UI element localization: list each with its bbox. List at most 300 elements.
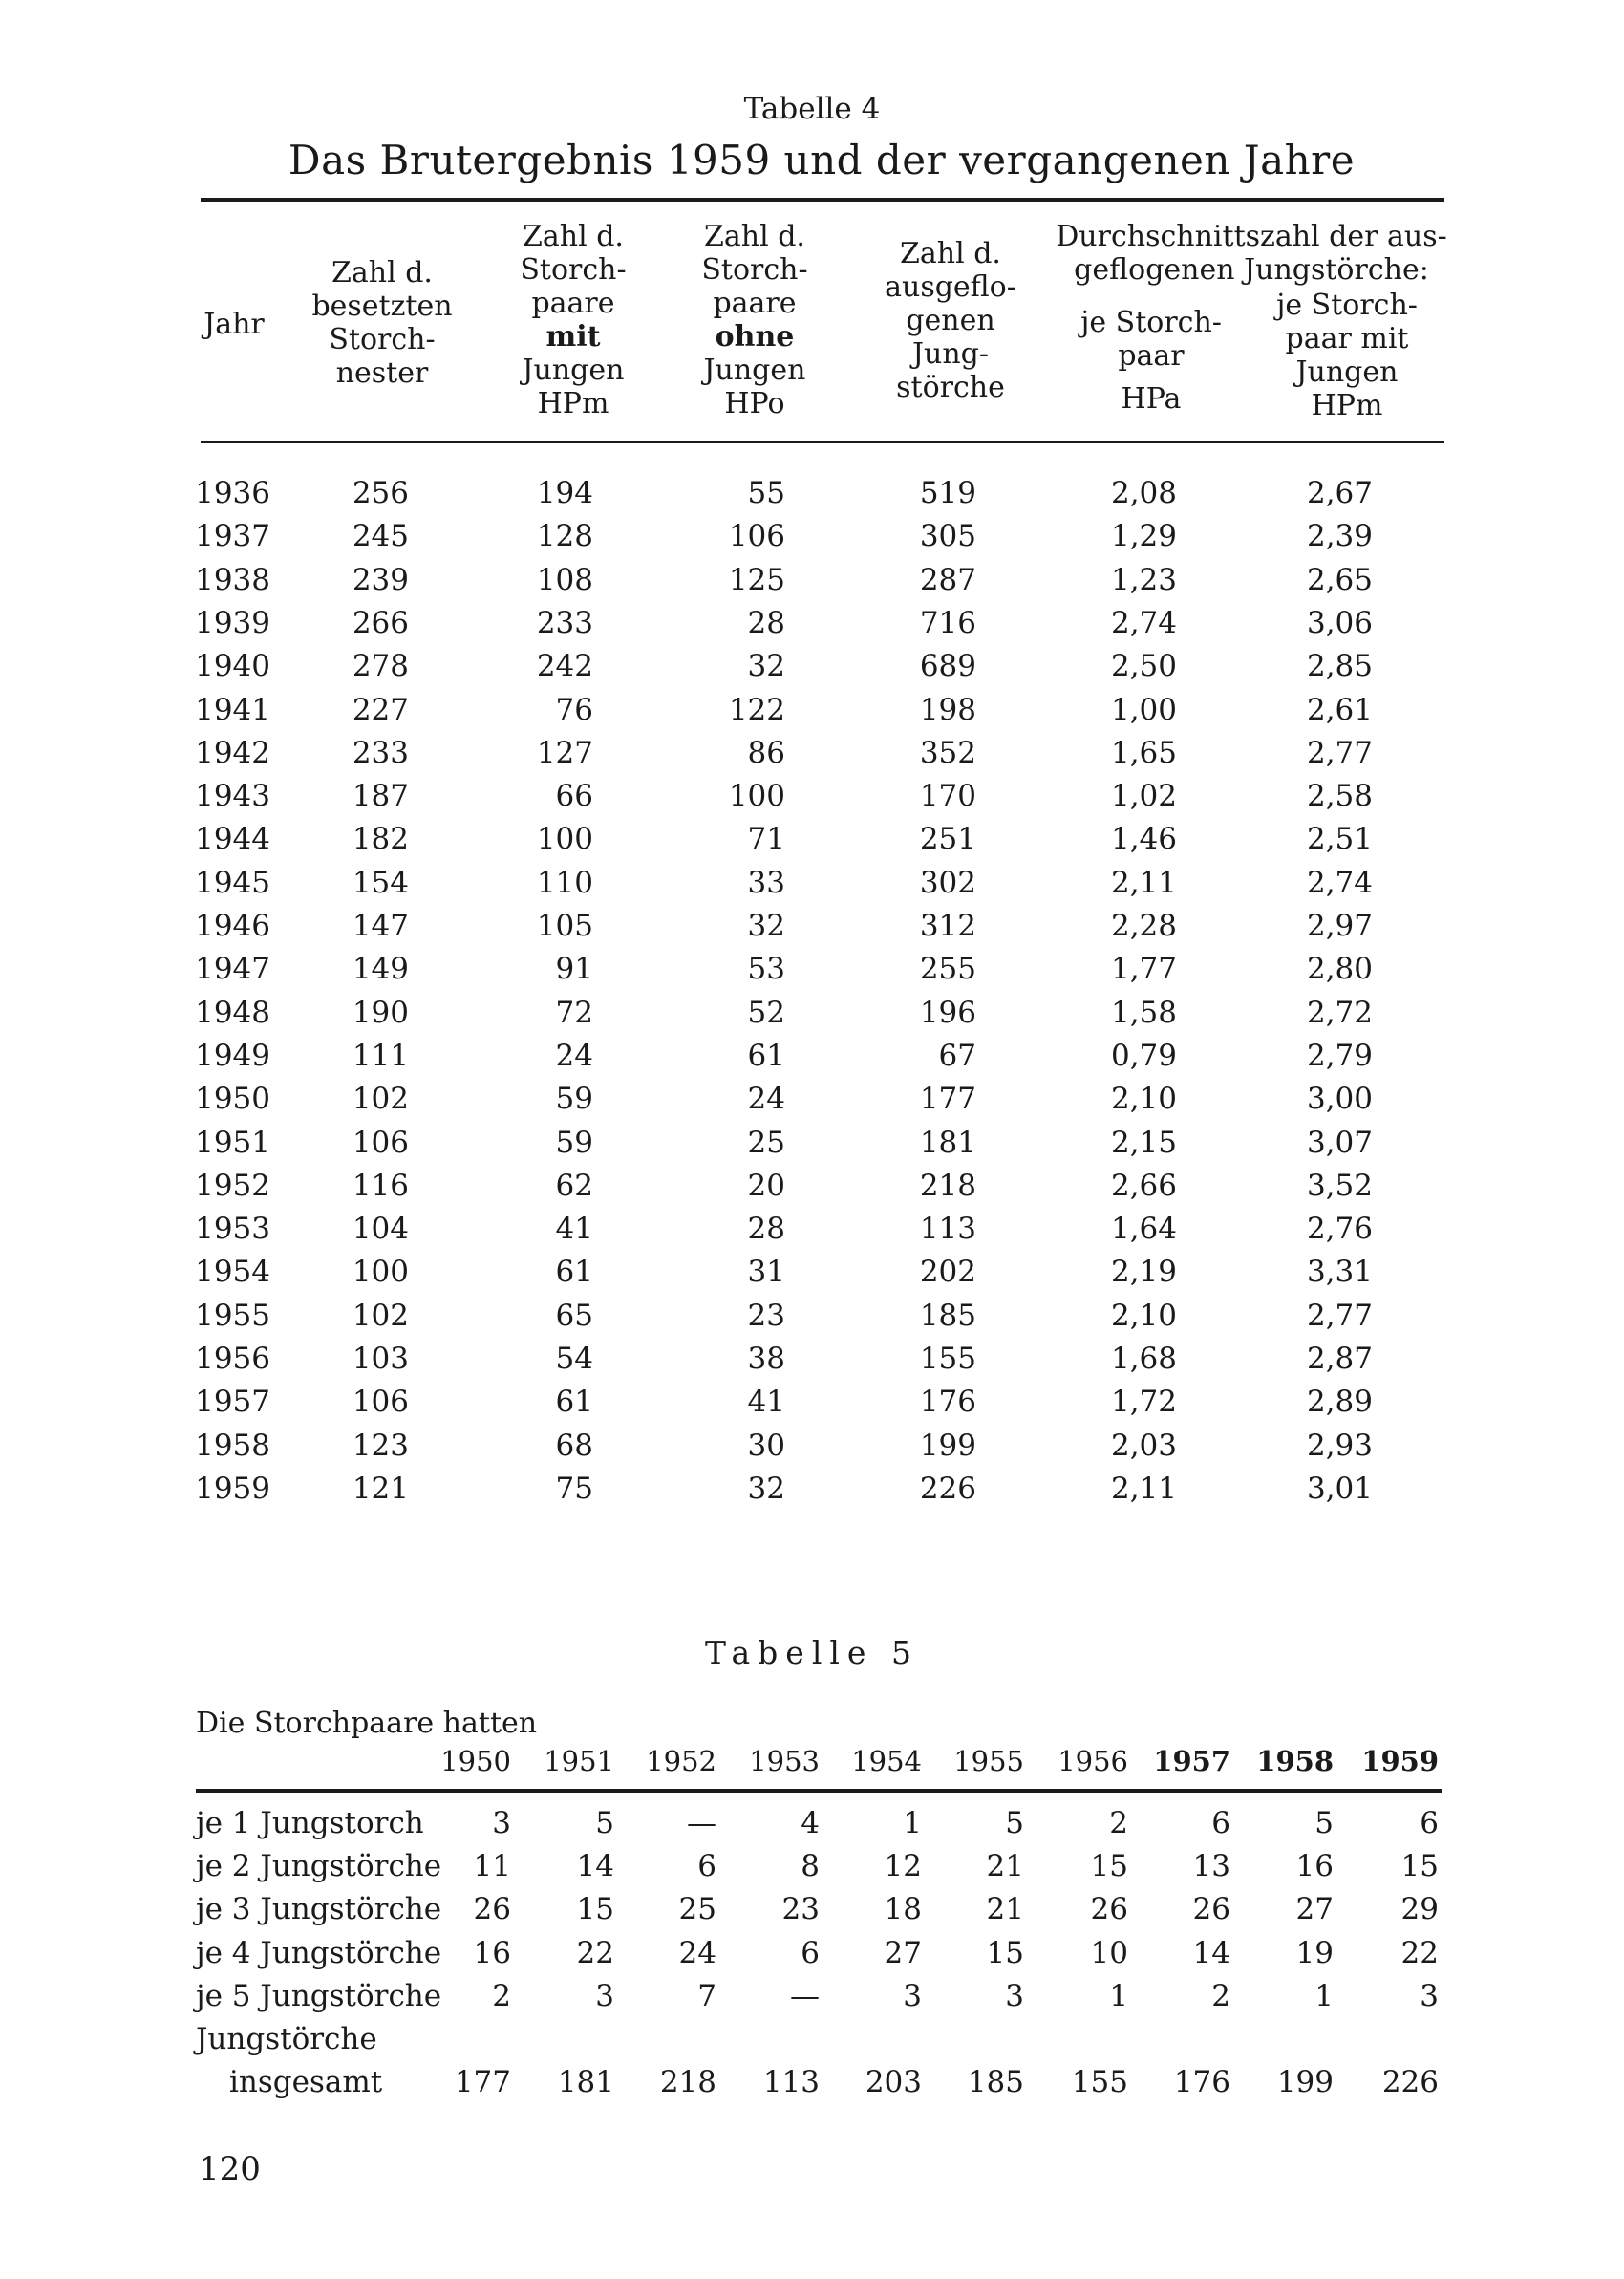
cell-hpa: 0,79 <box>1110 1038 1177 1073</box>
header-fledged-line: genen <box>906 304 995 337</box>
cell-fledged: 155 <box>919 1342 976 1376</box>
table5-caption: Tabelle 5 <box>705 1634 919 1671</box>
cell-nests: 102 <box>352 1082 409 1117</box>
cell-hpa: 2,66 <box>1110 1168 1177 1203</box>
total-cell: 113 <box>762 2065 820 2100</box>
value-cell: 6 <box>1211 1806 1230 1840</box>
header-hpo-line: HPo <box>724 387 785 420</box>
cell-hpo: 32 <box>747 909 785 943</box>
value-cell: 5 <box>1005 1806 1024 1840</box>
header-hpm-line: paare <box>531 287 615 320</box>
header-nests-line: besetzten <box>311 290 453 323</box>
cell-hpa: 1,65 <box>1110 735 1177 770</box>
header-fledged-line: Zahl d. <box>900 237 1001 270</box>
header-jahr <box>191 308 277 341</box>
value-cell: 15 <box>576 1892 614 1927</box>
cell-fledged: 181 <box>919 1125 976 1160</box>
cell-fledged: 196 <box>919 995 976 1030</box>
cell-hpo: 61 <box>747 1038 785 1073</box>
table-row <box>0 1122 1624 1165</box>
cell-nests: 104 <box>352 1212 409 1247</box>
cell-hpm-average: 2,79 <box>1306 1038 1373 1073</box>
table-row <box>0 1208 1624 1251</box>
cell-year: 1956 <box>195 1342 270 1376</box>
table-row <box>0 515 1624 558</box>
cell-hpa: 2,74 <box>1110 605 1177 640</box>
cell-hpo: 86 <box>747 735 785 770</box>
value-cell: 21 <box>986 1849 1024 1884</box>
value-cell: 3 <box>1005 1978 1024 2013</box>
cell-hpm: 24 <box>555 1038 593 1073</box>
cell-hpa: 2,15 <box>1110 1125 1177 1160</box>
cell-hpm-average: 2,51 <box>1306 822 1373 857</box>
cell-hpa: 1,72 <box>1110 1385 1177 1420</box>
cell-nests: 106 <box>352 1385 409 1420</box>
cell-nests: 154 <box>352 865 409 900</box>
cell-hpa: 1,02 <box>1110 779 1177 814</box>
year-header-cell: 1951 <box>544 1745 614 1777</box>
cell-fledged: 199 <box>919 1428 976 1463</box>
value-cell: 15 <box>986 1935 1024 1970</box>
cell-hpa: 1,46 <box>1110 822 1177 857</box>
row-label: je 2 Jungstörche <box>196 1849 442 1884</box>
header-hpm-average-line: je Storch- <box>1276 289 1418 322</box>
year-header-cell: 1956 <box>1058 1745 1128 1777</box>
value-cell: 7 <box>697 1978 716 2013</box>
value-cell: 14 <box>576 1849 614 1884</box>
header-hpm-average <box>1247 289 1447 422</box>
cell-year: 1936 <box>195 476 270 510</box>
cell-hpm-average: 2,77 <box>1306 1298 1373 1333</box>
cell-fledged: 176 <box>919 1385 976 1420</box>
cell-fledged: 113 <box>919 1212 976 1247</box>
cell-hpm-average: 2,67 <box>1306 476 1373 510</box>
value-cell: 1 <box>903 1806 922 1840</box>
cell-nests: 100 <box>352 1255 409 1290</box>
cell-fledged: 177 <box>919 1082 976 1117</box>
cell-hpm-average: 2,39 <box>1306 519 1373 554</box>
header-hpm-average-line: paar mit <box>1285 322 1409 355</box>
cell-hpo: 53 <box>747 952 785 987</box>
cell-nests: 190 <box>352 995 409 1030</box>
cell-year: 1947 <box>195 952 270 987</box>
cell-hpo: 30 <box>747 1428 785 1463</box>
value-cell: 22 <box>1400 1935 1439 1970</box>
year-header-cell: 1950 <box>440 1745 511 1777</box>
table-row <box>0 1802 1624 1845</box>
total-cell: 199 <box>1276 2065 1334 2100</box>
cell-fledged: 170 <box>919 779 976 814</box>
cell-hpa: 2,08 <box>1110 476 1177 510</box>
cell-hpm-average: 3,07 <box>1306 1125 1373 1160</box>
value-cell: 4 <box>801 1806 820 1840</box>
cell-hpo: 31 <box>747 1255 785 1290</box>
header-hpo-line: Jungen <box>703 354 806 387</box>
total-cell: 176 <box>1173 2065 1230 2100</box>
cell-fledged: 305 <box>919 519 976 554</box>
cell-hpo: 20 <box>747 1168 785 1203</box>
cell-nests: 106 <box>352 1125 409 1160</box>
header-hpo-line: paare <box>713 287 797 320</box>
value-cell: 8 <box>801 1849 820 1884</box>
cell-hpm-average: 2,72 <box>1306 995 1373 1030</box>
cell-hpm: 68 <box>555 1428 593 1463</box>
header-hpo-line: ohne <box>715 320 795 354</box>
cell-hpa: 2,50 <box>1110 649 1177 684</box>
value-cell: 23 <box>781 1892 820 1927</box>
header-hpm-line: Zahl d. <box>523 220 624 253</box>
cell-hpm-average: 2,93 <box>1306 1428 1373 1463</box>
header-fledged-line: ausgeflo- <box>885 270 1016 304</box>
cell-hpm: 41 <box>555 1212 593 1247</box>
header-hpm-line: Jungen <box>522 354 625 387</box>
header-hpm-line: Storch- <box>520 253 627 287</box>
cell-hpm-average: 3,31 <box>1306 1255 1373 1290</box>
cell-nests: 121 <box>352 1471 409 1506</box>
header-hpm-line: mit <box>545 320 601 354</box>
cell-hpm: 108 <box>536 562 593 597</box>
header-hpo-line: Zahl d. <box>704 220 805 253</box>
year-header-cell: 1959 <box>1361 1745 1439 1777</box>
table-row <box>0 905 1624 948</box>
header-average-line: geflogenen Jungstörche: <box>1074 253 1429 287</box>
cell-hpm: 72 <box>555 995 593 1030</box>
cell-year: 1946 <box>195 909 270 943</box>
value-cell: 29 <box>1400 1892 1439 1927</box>
header-hpm-average-line: HPm <box>1311 389 1383 422</box>
cell-year: 1940 <box>195 649 270 684</box>
year-header-cell: 1955 <box>953 1745 1024 1777</box>
header-average-line: Durchschnittszahl der aus- <box>1056 220 1447 253</box>
cell-year: 1957 <box>195 1385 270 1420</box>
value-cell: 26 <box>473 1892 511 1927</box>
table4-caption: Tabelle 4 <box>743 92 881 126</box>
value-cell: 22 <box>576 1935 614 1970</box>
cell-nests: 278 <box>352 649 409 684</box>
cell-hpm: 66 <box>555 779 593 814</box>
cell-hpo: 28 <box>747 605 785 640</box>
cell-hpa: 1,77 <box>1110 952 1177 987</box>
total-label-sub: insgesamt <box>229 2065 383 2100</box>
header-average-group <box>1056 220 1447 287</box>
table-row <box>0 1975 1624 2018</box>
value-cell: 16 <box>473 1935 511 1970</box>
cell-hpm: 59 <box>555 1125 593 1160</box>
value-cell: 5 <box>1314 1806 1334 1840</box>
cell-hpo: 41 <box>747 1385 785 1420</box>
cell-hpm-average: 3,06 <box>1306 605 1373 640</box>
cell-hpm: 128 <box>536 519 593 554</box>
value-cell: 15 <box>1400 1849 1439 1884</box>
cell-hpm-average: 3,52 <box>1306 1168 1373 1203</box>
cell-hpa: 2,19 <box>1110 1255 1177 1290</box>
cell-fledged: 519 <box>919 476 976 510</box>
cell-fledged: 302 <box>919 865 976 900</box>
table-row <box>0 602 1624 645</box>
cell-nests: 266 <box>352 605 409 640</box>
value-cell: 6 <box>697 1849 716 1884</box>
cell-nests: 182 <box>352 822 409 857</box>
table-row <box>0 948 1624 991</box>
value-cell: 2 <box>1109 1806 1128 1840</box>
value-cell: 2 <box>1211 1978 1230 2013</box>
table-row <box>0 559 1624 602</box>
table-row <box>0 645 1624 688</box>
header-fledged <box>865 237 1036 404</box>
header-hpa-line: HPa <box>1121 382 1182 416</box>
cell-hpa: 2,11 <box>1110 865 1177 900</box>
table-row <box>0 1932 1624 1975</box>
cell-hpm: 105 <box>536 909 593 943</box>
cell-fledged: 255 <box>919 952 976 987</box>
value-cell: 26 <box>1192 1892 1230 1927</box>
cell-hpa: 1,23 <box>1110 562 1177 597</box>
cell-hpm: 194 <box>536 476 593 510</box>
value-cell: — <box>790 1978 820 2013</box>
row-label: je 4 Jungstörche <box>196 1935 442 1970</box>
cell-hpo: 52 <box>747 995 785 1030</box>
header-hpo <box>673 220 836 420</box>
cell-fledged: 67 <box>938 1038 976 1073</box>
cell-year: 1938 <box>195 562 270 597</box>
cell-hpo: 38 <box>747 1342 785 1376</box>
cell-hpm-average: 3,00 <box>1306 1082 1373 1117</box>
cell-hpm: 59 <box>555 1082 593 1117</box>
cell-hpm-average: 2,87 <box>1306 1342 1373 1376</box>
table-row <box>0 1381 1624 1424</box>
cell-fledged: 198 <box>919 692 976 727</box>
cell-hpo: 55 <box>747 476 785 510</box>
total-cell: 203 <box>865 2065 922 2100</box>
cell-hpo: 100 <box>728 779 785 814</box>
year-header-cell: 1958 <box>1256 1745 1334 1777</box>
value-cell: 24 <box>678 1935 716 1970</box>
cell-fledged: 689 <box>919 649 976 684</box>
cell-year: 1948 <box>195 995 270 1030</box>
value-cell: 11 <box>473 1849 511 1884</box>
table-row <box>0 1338 1624 1381</box>
cell-hpm-average: 2,89 <box>1306 1385 1373 1420</box>
cell-year: 1954 <box>195 1255 270 1290</box>
year-header-cell: 1957 <box>1153 1745 1230 1777</box>
cell-hpa: 2,28 <box>1110 909 1177 943</box>
cell-nests: 239 <box>352 562 409 597</box>
header-hpa-line: je Storch- <box>1080 306 1222 339</box>
cell-hpm-average: 2,77 <box>1306 735 1373 770</box>
header-hpm-line: HPm <box>537 387 609 420</box>
cell-year: 1958 <box>195 1428 270 1463</box>
header-hpa <box>1056 306 1247 416</box>
cell-hpa: 2,10 <box>1110 1082 1177 1117</box>
cell-hpm: 75 <box>555 1471 593 1506</box>
cell-year: 1951 <box>195 1125 270 1160</box>
cell-nests: 227 <box>352 692 409 727</box>
cell-hpm: 61 <box>555 1255 593 1290</box>
value-cell: 25 <box>678 1892 716 1927</box>
cell-year: 1949 <box>195 1038 270 1073</box>
row-label: je 1 Jungstorch <box>196 1806 424 1840</box>
table-row <box>0 1888 1624 1931</box>
table-row <box>0 992 1624 1035</box>
cell-year: 1945 <box>195 865 270 900</box>
cell-year: 1959 <box>195 1471 270 1506</box>
table5-lead: Die Storchpaare hatten <box>196 1707 538 1740</box>
value-cell: 21 <box>986 1892 1024 1927</box>
table4-header-rule <box>201 441 1444 443</box>
cell-nests: 123 <box>352 1428 409 1463</box>
cell-hpo: 25 <box>747 1125 785 1160</box>
total-cell: 177 <box>454 2065 511 2100</box>
value-cell: 6 <box>801 1935 820 1970</box>
cell-fledged: 352 <box>919 735 976 770</box>
cell-nests: 111 <box>352 1038 409 1073</box>
table5-year-header <box>0 1745 1624 1783</box>
table4-top-rule <box>201 198 1444 202</box>
value-cell: 2 <box>492 1978 511 2013</box>
cell-hpm: 242 <box>536 649 593 684</box>
cell-hpm: 65 <box>555 1298 593 1333</box>
header-jahr-label: Jahr <box>203 308 265 341</box>
total-cell: 185 <box>967 2065 1024 2100</box>
cell-fledged: 226 <box>919 1471 976 1506</box>
year-header-cell: 1953 <box>749 1745 820 1777</box>
cell-hpa: 2,10 <box>1110 1298 1177 1333</box>
cell-hpm: 54 <box>555 1342 593 1376</box>
cell-fledged: 202 <box>919 1255 976 1290</box>
cell-nests: 102 <box>352 1298 409 1333</box>
cell-year: 1942 <box>195 735 270 770</box>
cell-hpo: 33 <box>747 865 785 900</box>
table-row <box>0 472 1624 515</box>
table-row <box>0 862 1624 905</box>
cell-hpm-average: 2,85 <box>1306 649 1373 684</box>
table5-header-rule <box>196 1789 1442 1793</box>
cell-hpm-average: 2,61 <box>1306 692 1373 727</box>
cell-year: 1953 <box>195 1212 270 1247</box>
cell-year: 1941 <box>195 692 270 727</box>
header-hpo-line: Storch- <box>701 253 808 287</box>
header-nests-line: Zahl d. <box>331 256 433 290</box>
value-cell: 18 <box>884 1892 922 1927</box>
total-cell: 218 <box>659 2065 716 2100</box>
value-cell: — <box>687 1806 716 1840</box>
cell-hpm-average: 2,80 <box>1306 952 1373 987</box>
cell-hpo: 32 <box>747 649 785 684</box>
cell-fledged: 716 <box>919 605 976 640</box>
cell-fledged: 287 <box>919 562 976 597</box>
cell-hpm: 100 <box>536 822 593 857</box>
table-row <box>0 1468 1624 1511</box>
cell-hpa: 1,00 <box>1110 692 1177 727</box>
cell-hpo: 122 <box>728 692 785 727</box>
cell-hpm-average: 2,65 <box>1306 562 1373 597</box>
header-nests-line: Storch- <box>329 323 436 356</box>
header-hpm <box>487 220 659 420</box>
value-cell: 27 <box>1295 1892 1334 1927</box>
value-cell: 26 <box>1090 1892 1128 1927</box>
value-cell: 19 <box>1295 1935 1334 1970</box>
header-hpm-average-line: Jungen <box>1295 355 1399 389</box>
cell-hpm: 76 <box>555 692 593 727</box>
row-label: je 3 Jungstörche <box>196 1892 442 1927</box>
cell-year: 1955 <box>195 1298 270 1333</box>
page-number: 120 <box>199 2150 261 2188</box>
cell-nests: 116 <box>352 1168 409 1203</box>
header-nests-line: nester <box>335 356 429 390</box>
header-hpa-line: paar <box>1118 339 1185 373</box>
year-header-cell: 1954 <box>851 1745 922 1777</box>
total-cell: 155 <box>1071 2065 1128 2100</box>
cell-hpo: 32 <box>747 1471 785 1506</box>
cell-hpo: 125 <box>728 562 785 597</box>
cell-hpm-average: 2,58 <box>1306 779 1373 814</box>
table-row <box>0 1845 1624 1888</box>
cell-hpm-average: 2,74 <box>1306 865 1373 900</box>
cell-hpm: 61 <box>555 1385 593 1420</box>
cell-hpa: 1,29 <box>1110 519 1177 554</box>
cell-nests: 187 <box>352 779 409 814</box>
cell-hpo: 24 <box>747 1082 785 1117</box>
row-label: je 5 Jungstörche <box>196 1978 442 2013</box>
cell-year: 1952 <box>195 1168 270 1203</box>
table-row <box>0 1035 1624 1078</box>
cell-hpo: 71 <box>747 822 785 857</box>
cell-hpm: 91 <box>555 952 593 987</box>
total-cell: 226 <box>1381 2065 1439 2100</box>
value-cell: 27 <box>884 1935 922 1970</box>
header-nests <box>296 256 468 390</box>
value-cell: 14 <box>1192 1935 1230 1970</box>
cell-nests: 147 <box>352 909 409 943</box>
value-cell: 12 <box>884 1849 922 1884</box>
cell-nests: 245 <box>352 519 409 554</box>
value-cell: 6 <box>1420 1806 1439 1840</box>
cell-hpa: 1,58 <box>1110 995 1177 1030</box>
table-row <box>0 1165 1624 1208</box>
cell-hpo: 23 <box>747 1298 785 1333</box>
cell-hpa: 2,11 <box>1110 1471 1177 1506</box>
cell-nests: 256 <box>352 476 409 510</box>
cell-hpm: 62 <box>555 1168 593 1203</box>
cell-hpa: 1,64 <box>1110 1212 1177 1247</box>
table-row <box>0 1295 1624 1338</box>
cell-hpo: 28 <box>747 1212 785 1247</box>
cell-hpa: 1,68 <box>1110 1342 1177 1376</box>
totals-row <box>0 2061 1624 2104</box>
total-cell: 181 <box>557 2065 614 2100</box>
value-cell: 16 <box>1295 1849 1334 1884</box>
cell-hpm-average: 2,76 <box>1306 1212 1373 1247</box>
cell-nests: 149 <box>352 952 409 987</box>
header-fledged-line: Jung- <box>911 337 989 371</box>
value-cell: 1 <box>1314 1978 1334 2013</box>
table-row <box>0 1425 1624 1468</box>
cell-fledged: 218 <box>919 1168 976 1203</box>
cell-hpa: 2,03 <box>1110 1428 1177 1463</box>
table-row <box>0 775 1624 818</box>
value-cell: 5 <box>595 1806 614 1840</box>
value-cell: 3 <box>595 1978 614 2013</box>
cell-nests: 233 <box>352 735 409 770</box>
cell-hpm-average: 3,01 <box>1306 1471 1373 1506</box>
table-row <box>0 818 1624 861</box>
header-fledged-line: störche <box>896 371 1005 404</box>
value-cell: 3 <box>492 1806 511 1840</box>
value-cell: 15 <box>1090 1849 1128 1884</box>
value-cell: 1 <box>1109 1978 1128 2013</box>
table4-title: Das Brutergebnis 1959 und der vergangenen Jahre <box>288 137 1356 183</box>
year-header-cell: 1952 <box>646 1745 716 1777</box>
